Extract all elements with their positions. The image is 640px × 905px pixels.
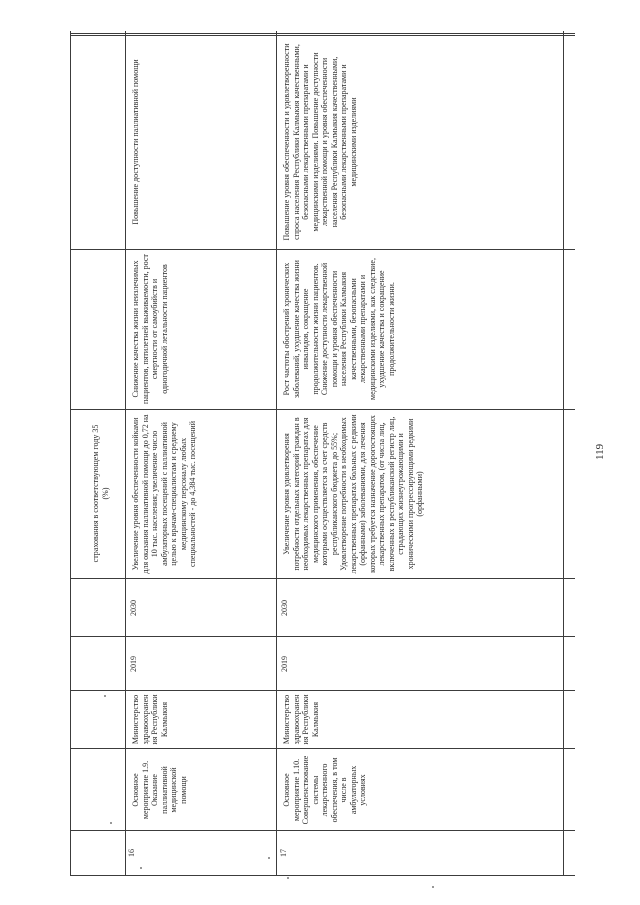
rule-row17-top (276, 31, 277, 876)
page-number (590, 420, 614, 460)
scan-speck (140, 867, 142, 869)
rule-col-d (70, 690, 575, 691)
row-16-executor: Министерство здравоохранения Республики Калмыкия (131, 694, 169, 745)
row-16-indicator: Повышение доступности паллиативной помощи (131, 59, 140, 225)
scan-speck (287, 877, 289, 879)
rule-row16-top (125, 31, 126, 876)
row-16-consequences: Снижение качества жизни неизлечимых пациентов, пятилетней выживаемости, рост смертности от самоубийств и одногодичной летальности пациентов (131, 254, 169, 404)
rule-top (70, 31, 71, 876)
rule-col-a (70, 875, 575, 876)
rule-col-g (70, 409, 575, 410)
scan-speck (432, 886, 434, 888)
row-17-end-year: 2030 (280, 600, 289, 616)
scan-speck (104, 695, 106, 697)
row-16-event: Основное мероприятие 1.9. Оказание паллиативной медицинской помощи (131, 760, 188, 820)
rule-col-c (70, 748, 575, 749)
rotated-table (70, 31, 575, 876)
row-17-number: 17 (279, 849, 288, 857)
row-16-start-year: 2019 (129, 656, 138, 672)
row-17-consequences: Рост частоты обострений хронических заболеваний, ухудшение качества жизни инвалидов, сокращение продолжительности жизни пациентов. Снижение доступности лекарственной помощи и уровня обеспеченности населения Республики Калмыкия качественными, безопасными лекарственными препаратами и медицинскими изделиями, как следствие, ухудшение качества и сокращение продолжительности жизни. (282, 258, 396, 400)
row-16-end-year: 2030 (129, 600, 138, 616)
rule-col-f (70, 578, 575, 579)
page-number-text: 119 (594, 443, 606, 460)
row-16-result: Увеличение уровня обеспеченности койками для оказания паллиативной помощи до 0,72 на 10 тыс. населения; увеличение число амбулаторных посещений с паллиативной целью к врачам-специалистам и среднему медицинскому персоналу любых специальностей - до 4,384 тыс. посещений (131, 414, 197, 574)
rule-col-e (70, 636, 575, 637)
rule-col-b (70, 830, 575, 831)
scan-speck (268, 857, 270, 859)
scan-speck (110, 822, 112, 824)
row-17-result: Увеличение уровня удовлетворения потребности отдельных категорий граждан в необходимых лекарственных препаратах для медицинского применения, обеспечение которыми осуществляется за счет средств республиканского бюджета до 55%; Удовлетворение потребности в необходимых лекарственных препаратах больных с редкими (орфанными) заболеваниями, для лечения которых требуется назначение дорогостоящих лекарственных препаратов, (от числа лиц, включенных в республиканский регистр лиц, страдающих жизнеугрожающими и хроническими прогрессирующими редкими (орфанными) (282, 414, 424, 574)
row-17-event: Основное мероприятие 1.10. Совершенствование системы лекарственного обеспечения, в том числе в амбулаторных условиях (282, 755, 367, 825)
row-17-indicator: Повышение уровня обеспеченности и удовлетворенности спроса населения Республики Калмыкия качественными, безопасными лекарственными препаратами и медицинскими изделиями. Повышение доступности лекарственной помощи и уровня обеспеченности населения Республики Калмыкия качественными, безопасными лекарственными препаратами и медицинскими изделиями (282, 43, 358, 241)
rule-col-h (70, 249, 575, 250)
row-17-executor: Министерство здравоохранения Республики Калмыкия (282, 694, 320, 745)
continuation-text: страхования в соответствующем году 35 (%) (91, 424, 110, 563)
rule-col-end (70, 33, 575, 36)
row-16-number: 16 (127, 849, 136, 857)
rule-row17-bottom (563, 31, 564, 876)
row-17-start-year: 2019 (280, 656, 289, 672)
